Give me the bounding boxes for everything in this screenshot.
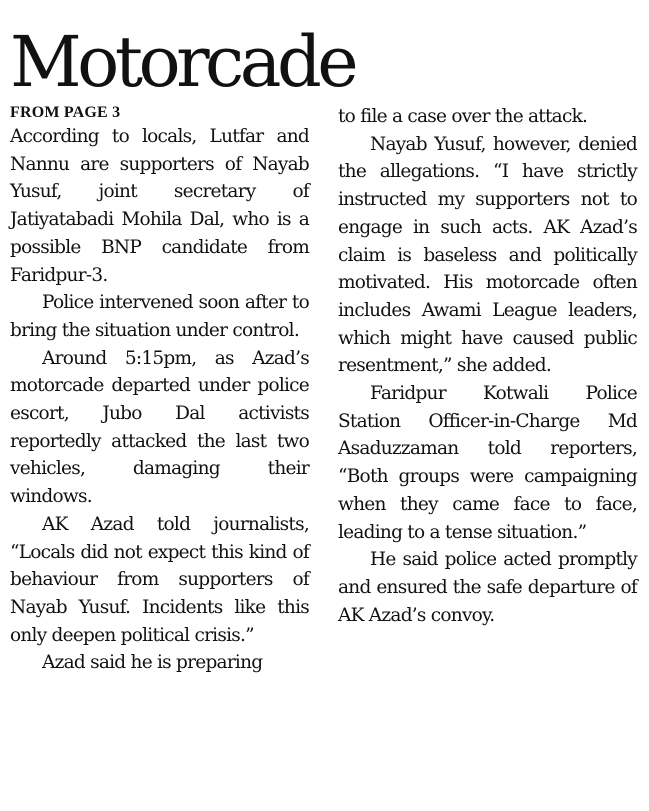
article-paragraph: He said police acted promptly and ensured the safe departure of AK Azad’s convoy. [338, 549, 637, 626]
article-paragraph: Police intervened soon after to bring the situation under control. [10, 292, 309, 341]
continuation-label: FROM PAGE 3 [10, 104, 121, 121]
article-column-left [10, 103, 309, 677]
article-paragraph: Nayab Yusuf, however, denied the allegations. “I have strictly instructed my supporters not to engage in such acts. AK Azad’s claim is baseless and politically motivated. His motorcade often includes Awami League leaders, which might have caused public resentment,” she added. [338, 133, 637, 377]
article-paragraph: According to locals, Lutfar and Nannu are supporters of Nayab Yusuf, joint secretary of Jatiyatabadi Mohila Dal, who is a possible BNP candidate from Faridpur-3. [10, 126, 309, 286]
article-column-right [338, 103, 637, 629]
article-paragraph: AK Azad told journalists, “Locals did not expect this kind of behaviour from supporters of Nayab Yusuf. Incidents like this only deepen political crisis.” [10, 513, 309, 646]
article-paragraph: Faridpur Kotwali Police Station Officer-in-Charge Md Asaduzzaman told reporters, “Both groups were campaigning when they came face to face, leading to a tense situation.” [338, 383, 637, 543]
article-headline: Motorcade [10, 21, 355, 103]
article-paragraph: to file a case over the attack. [338, 106, 588, 127]
article-paragraph: Azad said he is preparing [42, 652, 263, 674]
article-paragraph: Around 5:15pm, as Azad’s motorcade departed under police escort, Jubo Dal activists reportedly attacked the last two vehicles, damaging their windows. [10, 347, 309, 508]
